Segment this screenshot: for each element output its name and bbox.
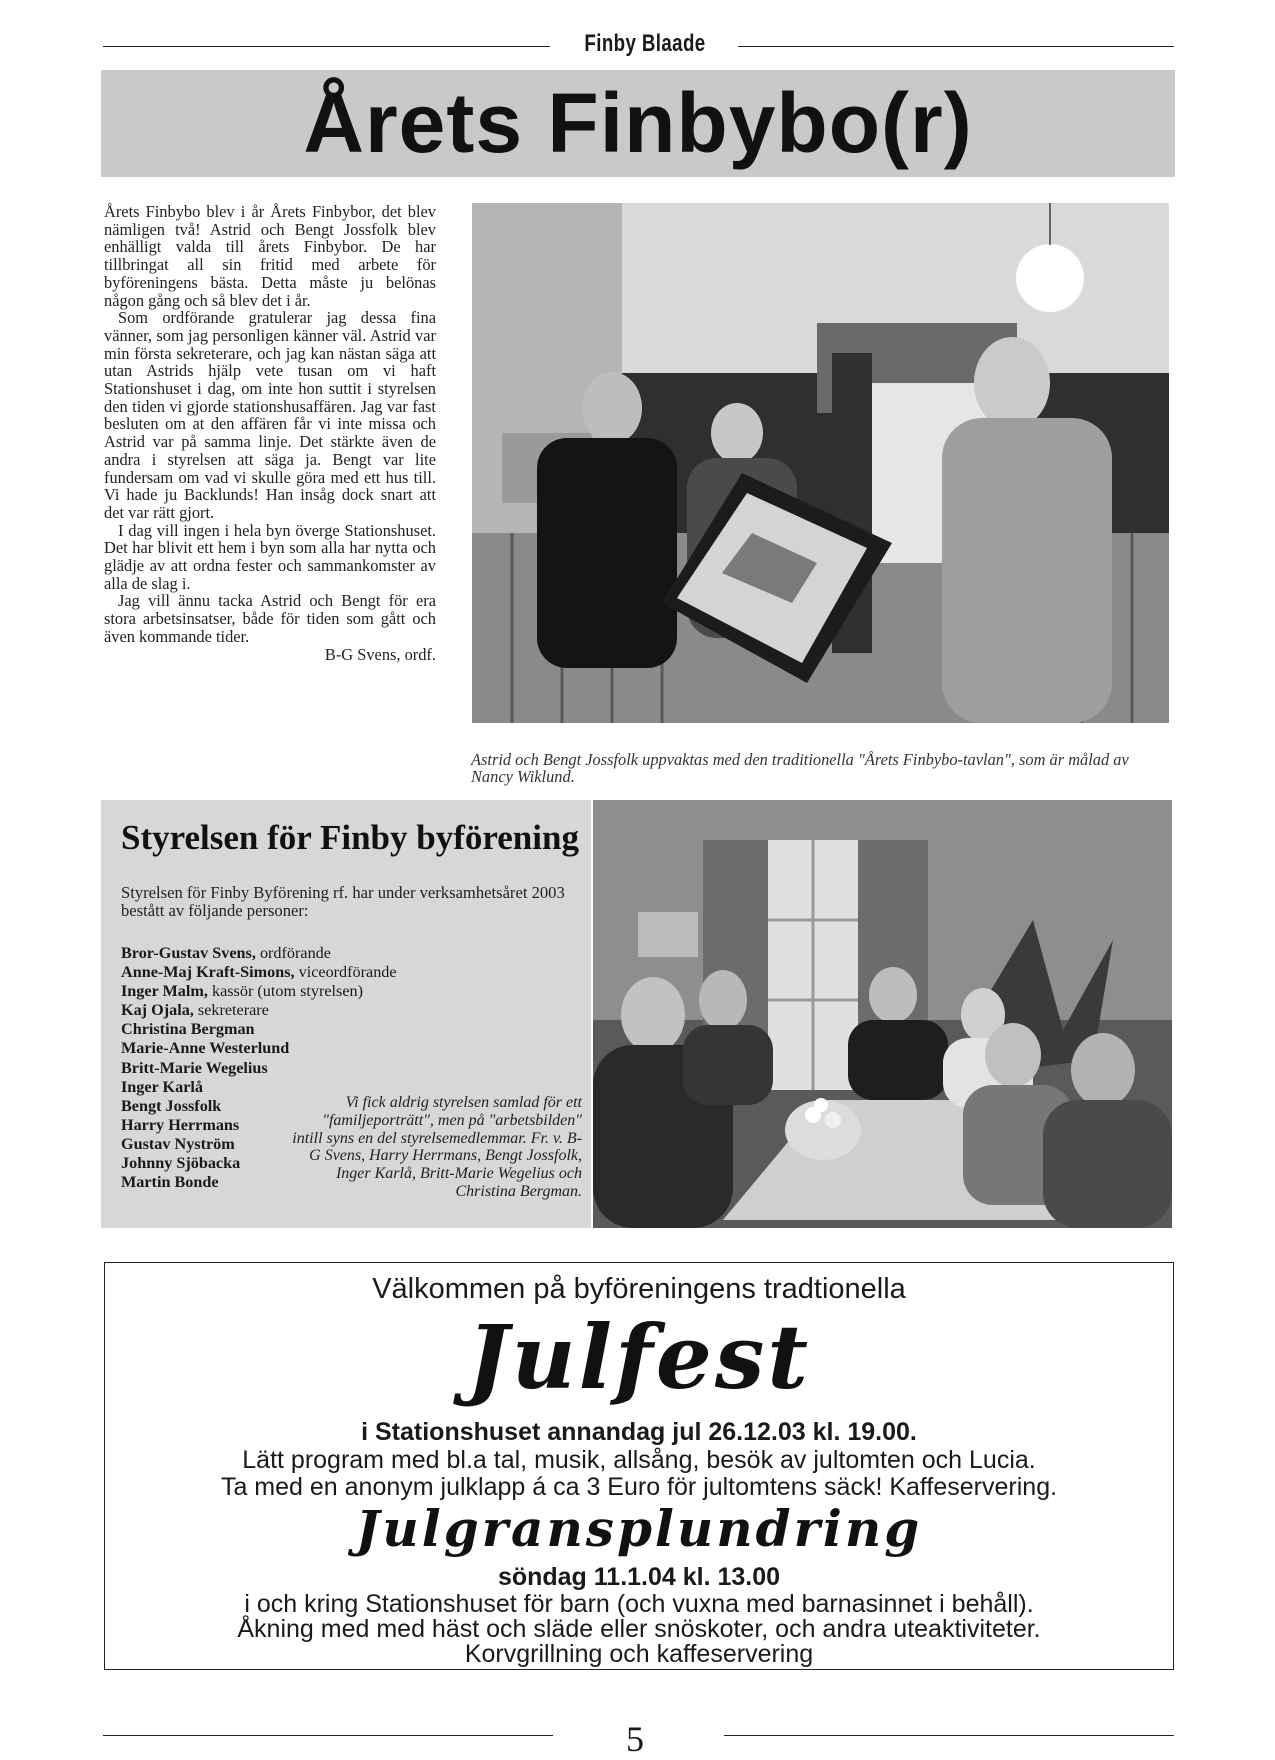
header-rule-left: [103, 46, 550, 47]
member-name: Christina Bergman: [121, 1020, 255, 1039]
member-name: Gustav Nyström: [121, 1134, 235, 1153]
member-role: ordförande: [259, 944, 331, 962]
member-role: sekreterare: [197, 1001, 269, 1020]
article-text: [104, 203, 436, 663]
julfest-where-when: i Stationshuset annandag jul 26.12.03 kl. 19.00.: [361, 1418, 917, 1446]
member-name: Kaj Ojala,: [121, 1001, 194, 1020]
footer-rule-left: [103, 1735, 553, 1736]
article-paragraph: I dag vill ingen i hela byn överge Stationshuset. Det har blivit ett hem i byn som alla har nytta och glädje av att ordna fester och sammankomster av alla de slag i.: [104, 520, 436, 593]
list-item: [121, 1059, 441, 1078]
member-name: Anne-Maj Kraft-Simons,: [121, 963, 295, 982]
member-name: Marie-Anne Westerlund: [121, 1039, 290, 1058]
list-item: [121, 963, 441, 982]
list-item: [121, 944, 441, 963]
julfest-program: Lätt program med bl.a tal, musik, allsång, besök av jultomten och Lucia.: [242, 1446, 1036, 1474]
julfest-box: [104, 1262, 1174, 1670]
masthead: Finby Blaade: [584, 30, 706, 57]
member-name: Bengt Jossfolk: [121, 1096, 222, 1115]
board-title: Styrelsen för Finby byförening: [121, 818, 579, 857]
title-band: [101, 70, 1175, 177]
header-rule-right: [738, 46, 1174, 47]
member-name: Inger Malm,: [121, 982, 208, 1001]
article-paragraph: Årets Finbybo blev i år Årets Finbybor, det blev nämligen två! Astrid och Bengt Jossfolk blev enhälligt valda till årets Finbybor. De har tillbringat all sin fritid med arbete för byföreningens bästa. Detta måste ju belönas någon gång och så blev det i år.: [104, 202, 436, 310]
footer-rule-right: [724, 1735, 1174, 1736]
julgransplundring-where: i och kring Stationshuset för barn (och vuxna med barnasinnet i behåll).: [244, 1590, 1034, 1618]
member-name: Johnny Sjöbacka: [121, 1154, 241, 1173]
article-paragraph: Som ordförande gratulerar jag dessa fina vänner, som jag personligen känner väl. Astrid var min första sekreterare, och jag kan nästan säga att utan Astrids hjälp vete tusan om vi haft Stationshuset i dag, om inte hon suttit i styrelsen den tiden vi gjorde stationshusaffären. Jag var fast besluten om at den affären får vi inte missa och Astrid var på samma linje. Det stärkte även de andra i styrelsen att säga ja. Bengt var lite fundersam om vad vi skulle göra med ett hus till. Vi hade ju Backlunds! Han insåg dock snart att det var rätt gjort.: [104, 308, 436, 522]
page-number: 5: [626, 1719, 644, 1759]
article-signature: B-G Svens, ordf.: [324, 644, 436, 664]
julgransplundring-title: Julgransplundring: [355, 1499, 923, 1558]
list-item: [121, 982, 441, 1001]
board-photo-image: [593, 800, 1172, 1228]
article-paragraph: Jag vill ännu tacka Astrid och Bengt för era stora arbetsinsatser, både för tiden som gått och även kommande tider.: [104, 591, 436, 646]
julgransplundring-activities: Åkning med med häst och släde eller snöskoter, och andra uteaktiviteter.: [237, 1615, 1041, 1643]
member-name: Martin Bonde: [121, 1173, 219, 1192]
julfest-welcome: Välkommen på byföreningens tradtionella: [372, 1273, 906, 1305]
board-photo: [593, 800, 1172, 1228]
julfest-bring: Ta med en anonym julklapp á ca 3 Euro för jultomtens säck! Kaffeservering.: [220, 1473, 1058, 1501]
julgransplundring-when: söndag 11.1.04 kl. 13.00: [497, 1563, 781, 1591]
board-photo-caption: Vi fick aldrig styrelsen samlad för ett "familjeporträtt", men på "arbetsbilden" intill syns en del styrelsemedlemmar. Fr. v. B-G Svens, Harry Herrmans, Bengt Jossfolk, Inger Karlå, Britt-Marie Wegelius och Christina Bergman.: [292, 1094, 582, 1200]
member-role: kassör (utom styrelsen): [211, 982, 364, 1001]
member-name: Inger Karlå: [121, 1077, 203, 1096]
member-name: Bror-Gustav Svens,: [121, 944, 256, 962]
member-role: viceordförande: [298, 963, 397, 982]
member-name: Harry Herrmans: [121, 1115, 240, 1134]
julgransplundring-food: Korvgrillning och kaffeservering: [464, 1640, 814, 1668]
julfest-title: Julfest: [466, 1305, 812, 1409]
award-photo-image: [472, 203, 1169, 723]
member-name: Britt-Marie Wegelius: [121, 1058, 268, 1077]
page-title: Årets Finbybo(r): [303, 76, 973, 170]
award-photo-caption: Astrid och Bengt Jossfolk uppvaktas med den traditionella "Årets Finbybo-tavlan", som är målad av Nancy Wiklund.: [471, 750, 1129, 786]
list-item: [121, 1001, 441, 1020]
list-item: [121, 1020, 441, 1039]
award-photo: [472, 203, 1169, 723]
list-item: [121, 1039, 441, 1058]
board-intro: Styrelsen för Finby Byförening rf. har under verksamhetsåret 2003 bestått av följande personer:: [121, 883, 565, 920]
